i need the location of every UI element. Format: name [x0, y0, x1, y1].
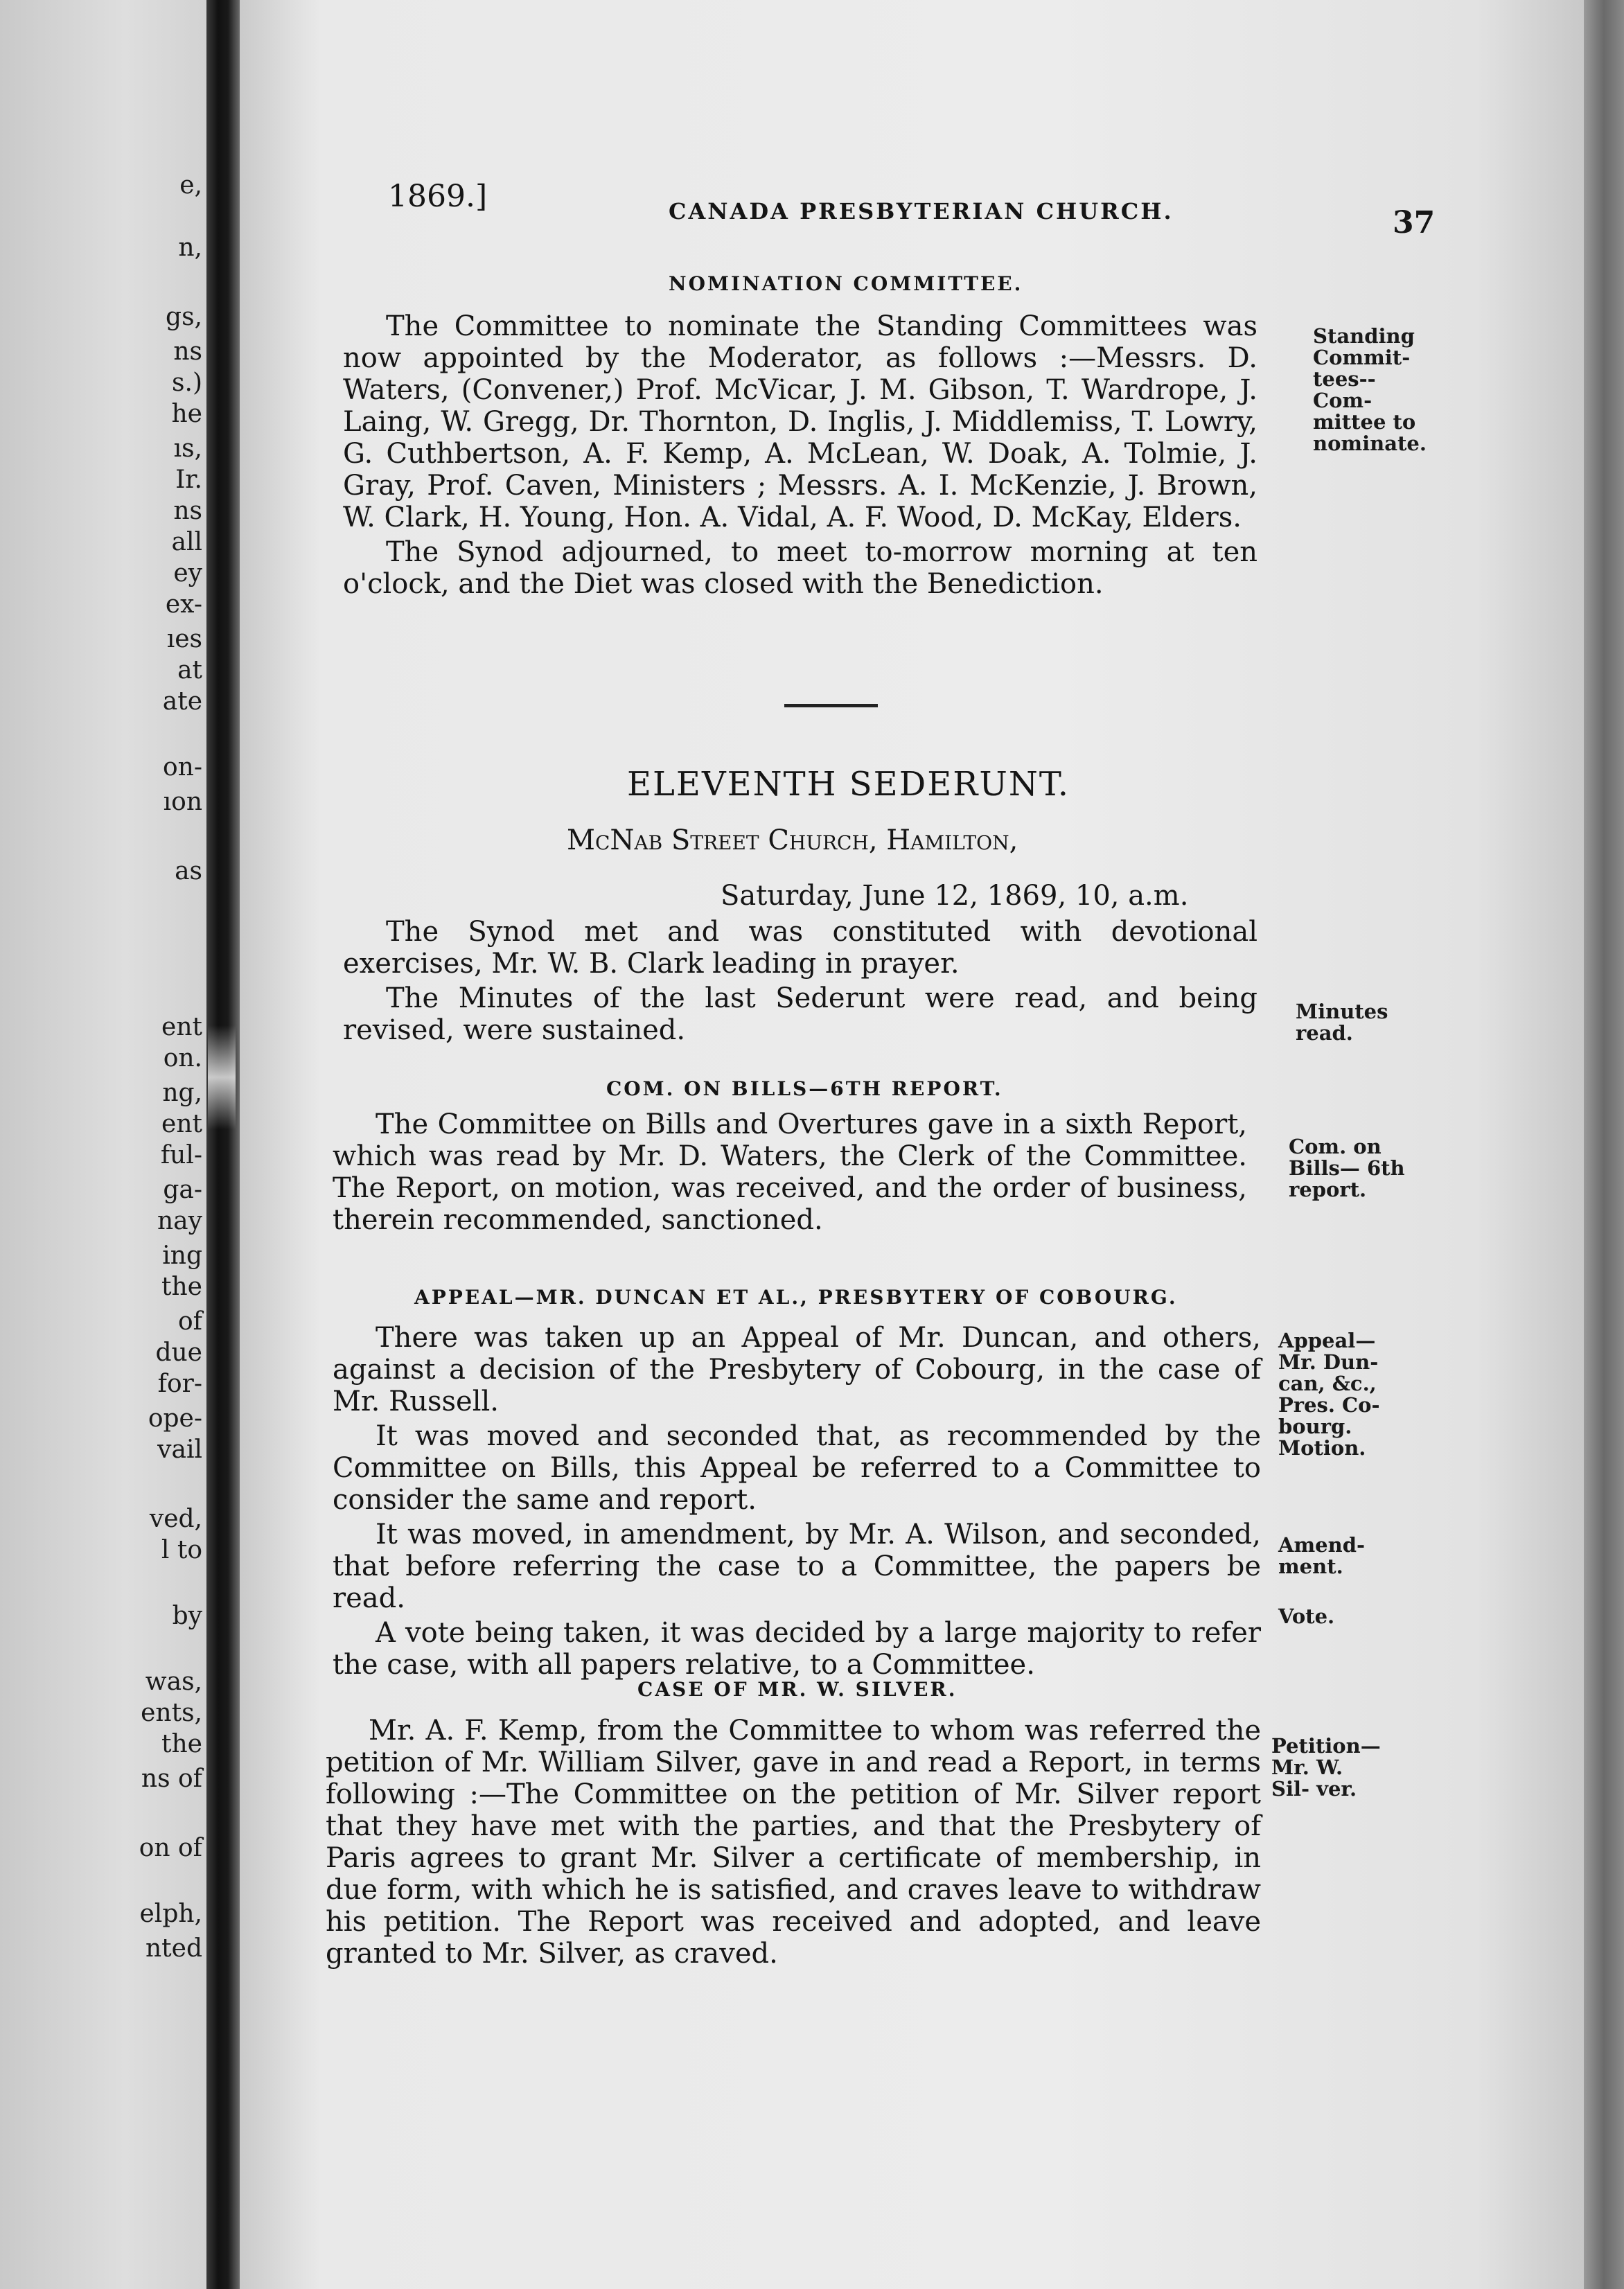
left-page-fragment: nay — [157, 1207, 202, 1235]
appeal-paragraph: There was taken up an Appeal of Mr. Duncan, and others, against a decision of the Presbytery of Cobourg, in the case of Mr. Russell. — [333, 1322, 1261, 1417]
margin-note-amendment: Amend- ment. — [1278, 1533, 1366, 1578]
minutes-paragraph: The Minutes of the last Sederunt were read, and being revised, were sustained. — [343, 982, 1257, 1046]
silver-paragraph: Mr. A. F. Kemp, from the Committee to whom was referred the petition of Mr. William Silver, gave in and read a Report, in terms following :—The Committee on the petition of Mr. Silver report that they have met with the parties, and that the Presbytery of Paris agrees to grant Mr. Silver a certificate of membership, in due form, with which he is satisfied, and craves leave to withdraw his petition. The Report was received and adopted, and leave granted to Mr. Silver, as craved. — [326, 1715, 1261, 1970]
section-divider — [784, 704, 878, 707]
page-edge — [1584, 0, 1624, 2289]
bills-paragraph: The Committee on Bills and Overtures gave in a sixth Report, which was read by Mr. D. Waters, the Clerk of the Committee. The Report, on motion, was received, and the order of business, therein recommended, sanctioned. — [333, 1108, 1247, 1236]
left-page-fragment: s.) — [172, 369, 202, 397]
left-page-fragment: at — [177, 656, 202, 684]
left-page-fragment: of — [178, 1307, 202, 1336]
nomination-body — [343, 310, 1257, 603]
left-page-fragment: ex- — [165, 590, 202, 619]
left-page-fragment: on. — [163, 1044, 202, 1072]
left-page-fragment: ıes — [166, 625, 202, 653]
left-page-fragment: ıs, — [173, 434, 202, 463]
gutter-highlight — [208, 1025, 236, 1129]
left-page-fragment: the — [161, 1273, 202, 1301]
silver-heading: CASE OF MR. W. SILVER. — [637, 1678, 957, 1701]
vote-paragraph: A vote being taken, it was decided by a large majority to refer the case, with all papers relative, to a Committee. — [333, 1617, 1261, 1681]
margin-note-minutes: Minutes read. — [1296, 1000, 1388, 1045]
left-page-fragment: ey — [173, 559, 202, 587]
left-page-fragment: ng, — [162, 1079, 202, 1107]
amendment-paragraph: It was moved, in amendment, by Mr. A. Wilson, and seconded, that before referring the case to a Committee, the papers be read. — [333, 1519, 1261, 1614]
left-page-fragment: due — [155, 1338, 202, 1367]
left-page-fragment: ent — [161, 1110, 202, 1138]
page-number: 37 — [1393, 205, 1436, 240]
left-page-fragment: on- — [162, 753, 202, 781]
left-page-fragment: ved, — [149, 1505, 202, 1533]
left-page-fragment: for- — [157, 1370, 202, 1398]
left-page-fragment: as — [175, 857, 202, 885]
left-page-fragment: all — [171, 528, 202, 556]
appeal-body — [333, 1322, 1261, 1683]
left-page-fragment: n, — [178, 233, 202, 262]
left-page-fragment: ents, — [141, 1699, 202, 1727]
sederunt-place: McNab Street Church, Hamilton, — [567, 824, 1018, 856]
silver-body — [326, 1715, 1261, 1972]
left-page-fragment: on of — [139, 1834, 202, 1862]
left-page-fragment: he — [171, 400, 202, 428]
adjournment-paragraph: The Synod adjourned, to meet to-morrow morning at ten o'clock, and the Diet was closed with the Benediction. — [343, 536, 1257, 600]
left-page-fragment: elph, — [139, 1900, 202, 1928]
left-page-fragment: ate — [162, 687, 202, 716]
nomination-paragraph: The Committee to nominate the Standing Committees was now appointed by the Moderator, as follows :—Messrs. D. Waters, (Convener,) Prof. McVicar, J. M. Gibson, T. Wardrope, J. Laing, W. Gregg, Dr. Thornton, D. Inglis, J. Middlemiss, T. Lowry, G. Cuthbertson, A. F. Kemp, A. McLean, W. Doak, A. Tolmie, J. Gray, Prof. Caven, Ministers ; Messrs. A. I. McKenzie, J. Brown, W. Clark, H. Young, Hon. A. Vidal, A. F. Wood, D. McKay, Elders. — [343, 310, 1257, 533]
left-page-fragment: vail — [157, 1435, 202, 1464]
motion-paragraph: It was moved and seconded that, as recommended by the Committee on Bills, this Appeal be referred to a Committee to consider the same and report. — [333, 1420, 1261, 1516]
margin-note-appeal: Appeal— Mr. Dun- can, &c., Pres. Co- bourg. Motion. — [1278, 1329, 1380, 1460]
left-page-fragment: ing — [162, 1241, 202, 1270]
left-page-fragment: ent — [161, 1013, 202, 1041]
left-page-fragment: ns — [173, 497, 202, 525]
margin-note-vote: Vote. — [1278, 1605, 1335, 1628]
margin-note-bills: Com. on Bills— 6th report. — [1289, 1135, 1405, 1201]
book-gutter — [206, 0, 240, 2289]
bills-body — [333, 1108, 1247, 1239]
left-page-fragment: ns — [173, 337, 202, 366]
appeal-heading: APPEAL—MR. DUNCAN ET AL., PRESBYTERY OF COBOURG. — [414, 1286, 1178, 1309]
left-page-fragment: by — [172, 1602, 202, 1630]
sederunt-title: ELEVENTH SEDERUNT. — [627, 765, 1070, 804]
margin-note-standing-committees: Standing Commit- tees--Com- mittee to nominate. — [1313, 324, 1427, 455]
sederunt-date: Saturday, June 12, 1869, 10, a.m. — [721, 880, 1189, 912]
left-page-fragment: gs, — [166, 303, 202, 331]
left-page-fragment: the — [161, 1730, 202, 1758]
left-page-fragment: nted — [145, 1934, 202, 1963]
left-page-fragment: ns of — [141, 1765, 202, 1793]
left-page-fragment: ıon — [163, 788, 202, 816]
header-title: CANADA PRESBYTERIAN CHURCH. — [669, 198, 1174, 224]
left-page-fragment: l to — [161, 1536, 202, 1564]
constitution-paragraph: The Synod met and was constituted with devotional exercises, Mr. W. B. Clark leading in prayer. — [343, 916, 1257, 980]
left-page-fragment: ga- — [163, 1176, 202, 1204]
left-page-fragment: ope- — [148, 1404, 202, 1433]
left-page-fragment: was, — [145, 1668, 202, 1696]
bills-heading: COM. ON BILLS—6TH REPORT. — [606, 1077, 1003, 1100]
left-page-fragment: ful- — [160, 1141, 202, 1169]
sederunt-body — [343, 916, 1257, 1049]
nomination-heading: NOMINATION COMMITTEE. — [669, 272, 1023, 295]
margin-note-petition: Petition— Mr. W. Sil- ver. — [1271, 1734, 1381, 1801]
left-page-fragment: Ir. — [175, 466, 202, 494]
left-page-fragment: e, — [179, 171, 202, 200]
header-year: 1869.] — [388, 179, 488, 214]
